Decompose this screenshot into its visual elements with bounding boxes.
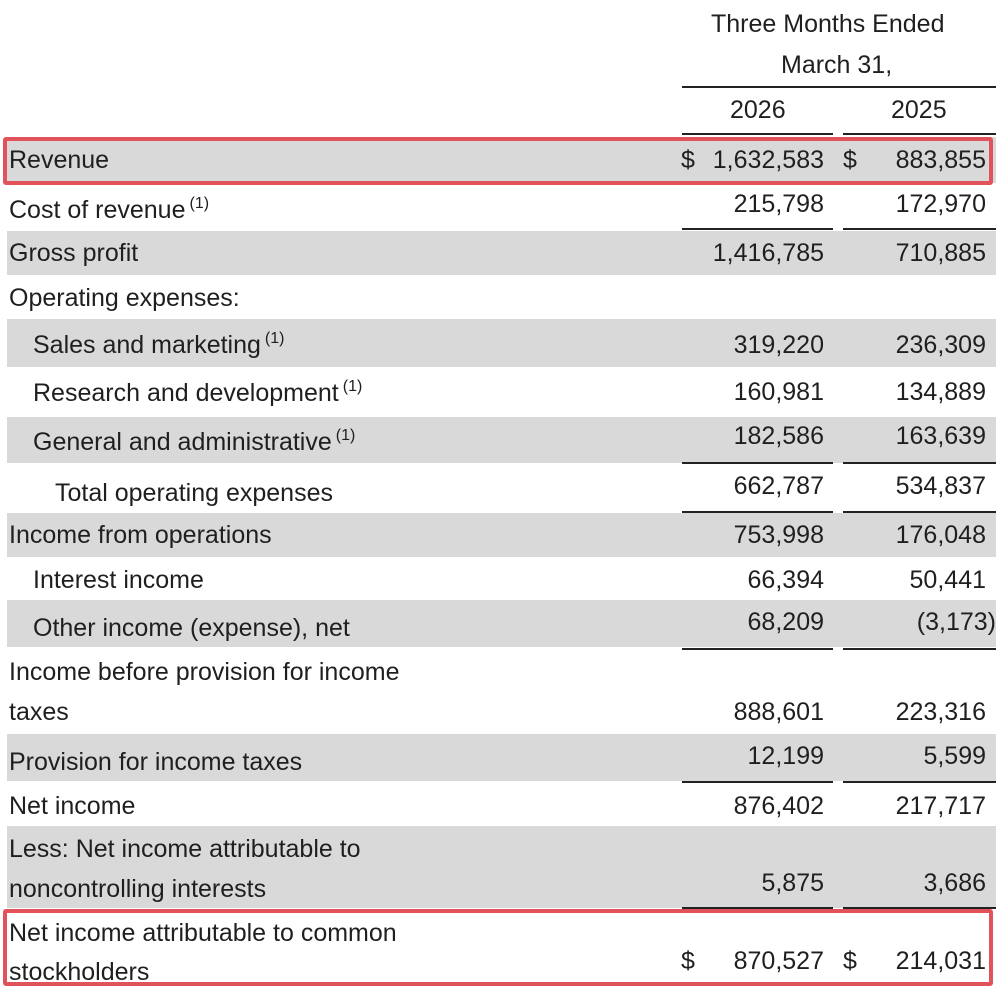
row-label-noncontrolling-line1: Less: Net income attributable to <box>9 835 361 863</box>
subtotal-rule <box>843 462 996 464</box>
row-label-net-income-common-line1: Net income attributable to common <box>9 919 397 947</box>
subtotal-rule <box>682 648 833 650</box>
net-income-current: 876,402 <box>733 792 824 820</box>
revenue-current: 1,632,583 <box>712 146 824 174</box>
year-prior: 2025 <box>891 96 947 124</box>
row-label-provision-income-taxes: Provision for income taxes <box>9 748 303 776</box>
income-before-taxes-prior: 223,316 <box>895 698 986 726</box>
year-current: 2026 <box>730 96 786 124</box>
subtotal-rule <box>682 462 833 464</box>
footnote-ref: (1) <box>264 330 285 347</box>
provision-income-taxes-prior: 5,599 <box>923 742 986 770</box>
income-from-operations-prior: 176,048 <box>895 521 986 549</box>
cost-of-revenue-prior: 172,970 <box>895 190 986 218</box>
footnote-ref: (1) <box>335 427 356 444</box>
row-label-other-income: Other income (expense), net <box>33 614 350 642</box>
period-heading-line2: March 31, <box>781 51 893 79</box>
gross-profit-prior: 710,885 <box>895 239 986 267</box>
total-operating-expenses-current: 662,787 <box>733 472 824 500</box>
row-label-income-before-taxes-line1: Income before provision for income <box>9 658 400 686</box>
provision-income-taxes-current: 12,199 <box>747 742 824 770</box>
period-heading-line1: Three Months Ended <box>711 10 945 38</box>
footnote-ref: (1) <box>342 378 363 395</box>
income-from-operations-current: 753,998 <box>733 521 824 549</box>
row-label-cost-of-revenue: Cost of revenue $^{(1)}$ <box>9 195 210 224</box>
net-income-prior: 217,717 <box>895 792 986 820</box>
row-label-gross-profit: Gross profit <box>9 239 139 267</box>
subtotal-rule <box>682 511 833 513</box>
subtotal-rule <box>682 781 833 783</box>
row-label-net-income-common-line2: stockholders <box>9 958 150 986</box>
revenue-prior: 883,855 <box>895 146 986 174</box>
row-label-general-administrative: General and administrative $^{(1)}$ <box>33 427 356 456</box>
subtotal-rule <box>682 228 833 230</box>
total-operating-expenses-prior: 534,837 <box>895 472 986 500</box>
sales-marketing-current: 319,220 <box>733 331 824 359</box>
highlight-net-income-common <box>3 909 993 986</box>
year-rule-current <box>682 133 833 135</box>
income-before-taxes-current: 888,601 <box>733 698 824 726</box>
other-income-prior: (3,173) <box>916 608 996 636</box>
subtotal-rule <box>843 648 996 650</box>
subtotal-rule <box>843 781 996 783</box>
general-administrative-current: 182,586 <box>733 422 824 450</box>
interest-income-prior: 50,441 <box>909 566 986 594</box>
row-label-noncontrolling-line2: noncontrolling interests <box>9 875 267 903</box>
highlight-revenue <box>3 137 993 185</box>
cost-of-revenue-current: 215,798 <box>733 190 824 218</box>
net-income-common-current: 870,527 <box>733 947 824 975</box>
year-rule-prior <box>843 133 996 135</box>
research-development-prior: 134,889 <box>895 378 986 406</box>
footnote-ref: (1) <box>189 195 210 212</box>
gross-profit-current: 1,416,785 <box>712 239 824 267</box>
row-label-total-operating-expenses: Total operating expenses <box>55 479 333 507</box>
subtotal-rule <box>843 511 996 513</box>
dollar-sign: $ <box>843 146 857 174</box>
row-label-net-income: Net income <box>9 792 136 820</box>
dollar-sign: $ <box>681 947 695 975</box>
row-label-sales-marketing: Sales and marketing $^{(1)}$ <box>33 330 285 359</box>
row-label-income-before-taxes-line2: taxes <box>9 698 69 726</box>
noncontrolling-current: 5,875 <box>761 869 824 897</box>
dollar-sign: $ <box>843 947 857 975</box>
research-development-current: 160,981 <box>733 378 824 406</box>
row-label-research-development: Research and development $^{(1)}$ <box>33 378 363 407</box>
row-label-interest-income: Interest income <box>33 566 204 594</box>
row-label-income-from-operations: Income from operations <box>9 521 272 549</box>
net-income-common-prior: 214,031 <box>895 947 986 975</box>
noncontrolling-prior: 3,686 <box>923 869 986 897</box>
sales-marketing-prior: 236,309 <box>895 331 986 359</box>
row-band <box>7 231 996 275</box>
row-label-revenue: Revenue <box>9 146 110 174</box>
dollar-sign: $ <box>681 146 695 174</box>
interest-income-current: 66,394 <box>747 566 824 594</box>
other-income-current: 68,209 <box>747 608 824 636</box>
header-rule <box>682 86 996 88</box>
subtotal-rule <box>843 228 996 230</box>
row-label-operating-expenses: Operating expenses: <box>9 284 240 312</box>
general-administrative-prior: 163,639 <box>895 422 986 450</box>
